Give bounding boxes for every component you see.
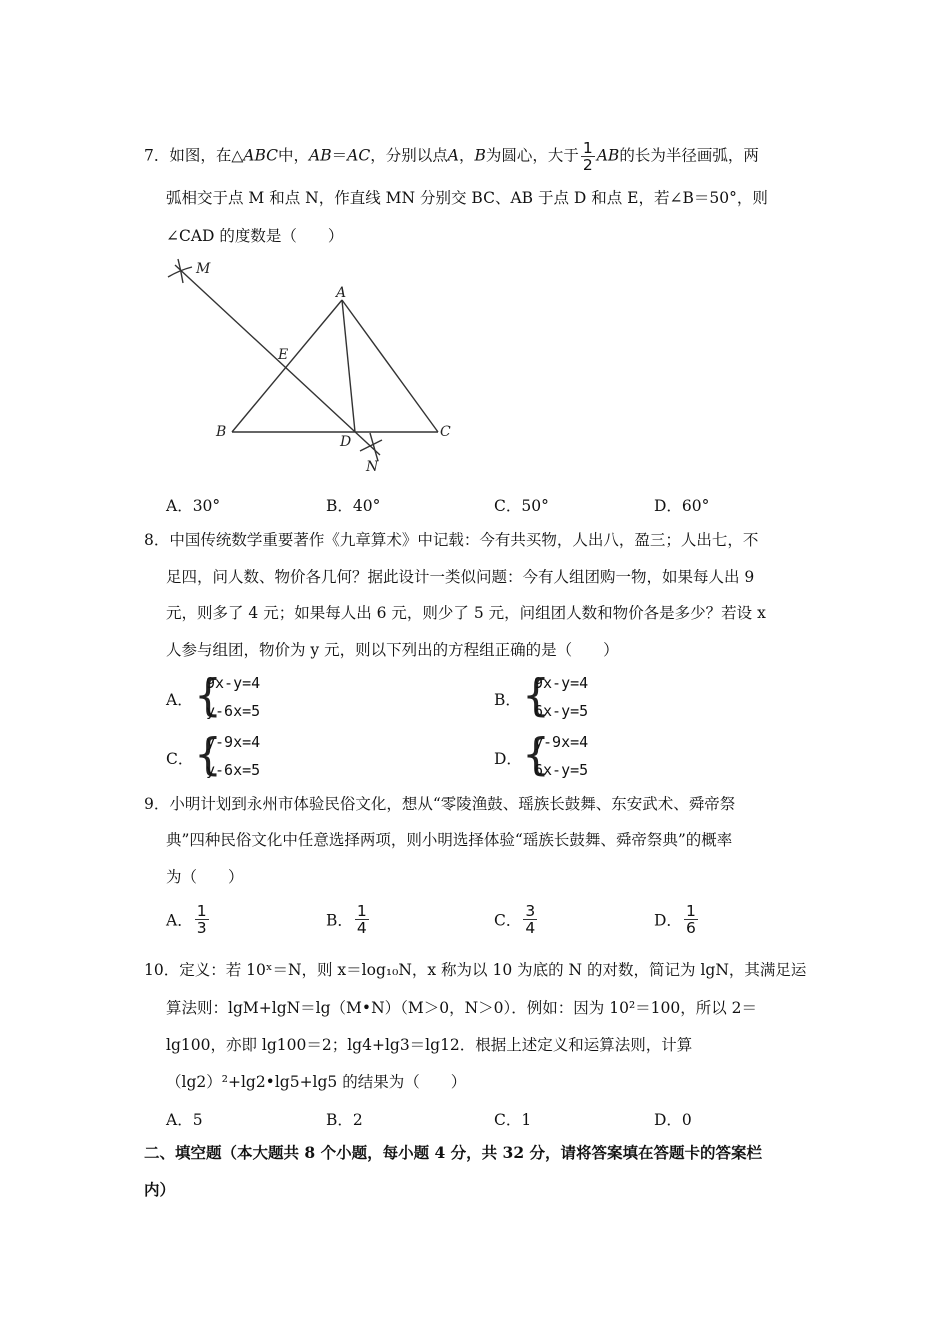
q7-option-c[interactable]: C．50° [494, 497, 549, 515]
q9-fraction-b: $\frac{1}{4}$ [356, 902, 367, 937]
q8-system-b: { 9x-y=4 6x-y=5 [522, 670, 589, 721]
label-a: A [336, 285, 347, 301]
q8-system-d: { y-9x=4 6x-y=5 [522, 729, 589, 780]
segment-ad [342, 300, 355, 432]
q10-option-a[interactable]: A．5 [166, 1111, 203, 1129]
q10-line3: lg100，亦即 lg100＝2；lg4+lg3＝lg12．根据上述定义和运算法则，计算 [166, 1036, 693, 1054]
q9-option-a[interactable]: A． $\frac{1}{3}$ [166, 902, 207, 937]
q8-option-d[interactable]: D． [494, 750, 522, 768]
label-n: N [366, 459, 379, 475]
q9-option-d[interactable]: D． $\frac{1}{6}$ [654, 902, 696, 937]
label-b: B [216, 424, 227, 440]
q7-line3: ∠CAD 的度数是（ ） [166, 227, 344, 245]
q7-option-d[interactable]: D．60° [654, 497, 710, 515]
q8-option-b[interactable]: B． [494, 691, 521, 709]
label-c: C [440, 424, 451, 440]
q8-line1: 8．中国传统数学重要著作《九章算术》中记载：今有共买物，人出八，盈三；人出七，不 [144, 531, 759, 549]
q9-fraction-c: $\frac{3}{4}$ [525, 902, 536, 937]
label-d: D [340, 434, 352, 450]
q10-option-b[interactable]: B．2 [326, 1111, 363, 1129]
q8-option-c[interactable]: C． [166, 750, 194, 768]
q10-line2: 算法则：lgM+lgN＝lg（M•N）（M＞0，N＞0）．例如：因为 10²＝100，所以 2＝ [166, 999, 758, 1017]
q8-line4: 人参与组团，物价为 y 元，则以下列出的方程组正确的是（ ） [166, 641, 619, 659]
q10-option-d[interactable]: D．0 [654, 1111, 692, 1129]
q9-fraction-d: $\frac{1}{6}$ [685, 902, 696, 937]
segment-ac [342, 300, 438, 432]
q10-option-c[interactable]: C．1 [494, 1111, 532, 1129]
q7-line2: 弧相交于点 M 和点 N，作直线 MN 分别交 BC、AB 于点 D 和点 E，若∠B＝50°，则 [166, 189, 768, 207]
q8-system-c: { y-9x=4 y-6x=5 [194, 729, 261, 780]
q9-option-c[interactable]: C． $\frac{3}{4}$ [494, 902, 536, 937]
q8-option-a[interactable]: A． [166, 691, 193, 709]
q8-system-a: { 9x-y=4 y-6x=5 [194, 670, 261, 721]
q9-line3: 为（ ） [166, 868, 244, 886]
q8-line3: 元，则多了 4 元；如果每人出 6 元，则少了 5 元，问组团人数和物价各是多少？若设 x [166, 604, 766, 622]
q9-option-b[interactable]: B． $\frac{1}{4}$ [326, 902, 367, 937]
q7-line1: 7．如图，在△ABC中，AB＝AC，分别以点A，B为圆心，大于 $\frac{1}{2}$ AB的长为半径画弧，两 [144, 139, 759, 174]
q10-line4: （lg2）²+lg2•lg5+lg5 的结果为（ ） [166, 1073, 467, 1091]
section2-heading-line2: 内） [144, 1180, 176, 1199]
q7-figure [160, 255, 470, 480]
q7-option-b[interactable]: B．40° [326, 497, 381, 515]
q9-fraction-a: $\frac{1}{3}$ [196, 902, 207, 937]
q9-line1: 9．小明计划到永州市体验民俗文化，想从“零陵渔鼓、瑶族长鼓舞、东安武术、舜帝祭 [144, 795, 736, 813]
section2-heading-line1: 二、填空题（本大题共 8 个小题，每小题 4 分，共 32 分，请将答案填在答题卡的答案栏 [144, 1143, 763, 1162]
q9-line2: 典”四种民俗文化中任意选择两项，则小明选择体验“瑶族长鼓舞、舜帝祭典”的概率 [166, 831, 733, 849]
arc-n-1 [360, 440, 382, 451]
q7-option-a[interactable]: A．30° [166, 497, 221, 515]
segment-ab [232, 300, 342, 432]
q7-fraction: $\frac{1}{2}$ [582, 139, 593, 174]
label-e: E [278, 347, 289, 363]
q10-line1: 10．定义：若 10ˣ＝N，则 x＝log₁₀N，x 称为以 10 为底的 N 的对数，简记为 lgN，其满足运 [144, 961, 807, 979]
q8-line2: 足四，问人数、物价各几何？据此设计一类似问题：今有人组团购一物，如果每人出 9 [166, 568, 755, 586]
label-m: M [196, 261, 211, 277]
